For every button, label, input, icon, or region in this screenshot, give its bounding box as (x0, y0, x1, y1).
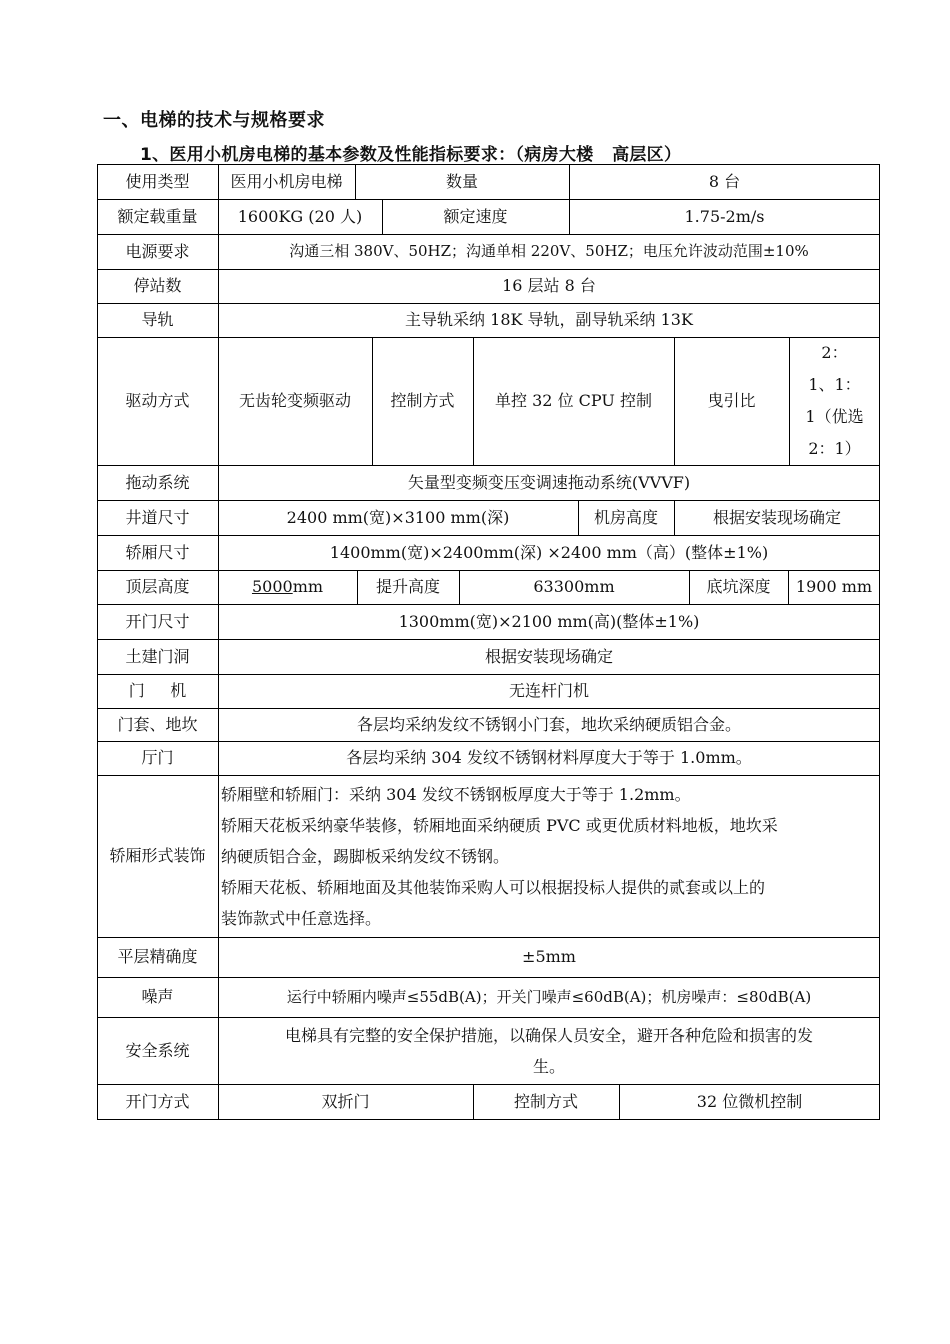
value-top-height (218, 570, 357, 604)
table-row (97, 1084, 880, 1120)
label-rail: 导轨 (141, 310, 174, 330)
top-height-unit: mm (292, 577, 324, 597)
value-pit-depth: 1900 mm (795, 577, 873, 597)
table-row (97, 199, 880, 234)
table-row (97, 269, 880, 303)
label-noise: 噪声 (141, 987, 174, 1007)
label-stops: 停站数 (133, 276, 182, 296)
car-decor-line: 轿厢壁和轿厢门：采纳 304 发纹不锈钢板厚度大于等于 1.2mm。 (221, 784, 691, 804)
table-row (97, 535, 880, 570)
label-lift-height: 提升高度 (375, 577, 440, 597)
label-hall-door: 厅门 (141, 748, 174, 768)
car-decor-line: 纳硬质铝合金，踢脚板采纳发纹不锈钢。 (221, 846, 510, 866)
section-heading: 一、电梯的技术与规格要求 (103, 110, 325, 131)
label-control: 控制方式 (390, 391, 455, 411)
label-control-mode: 控制方式 (513, 1092, 578, 1112)
label-safety: 安全系统 (125, 1040, 190, 1060)
traction-ratio-line: 1（优选 (805, 407, 864, 426)
value-door-mode: 双折门 (321, 1092, 370, 1112)
traction-ratio-line: 2： (821, 343, 848, 362)
table-row (97, 303, 880, 337)
value-door-machine: 无连杆门机 (508, 681, 589, 701)
table-row (97, 708, 880, 741)
table-row (97, 234, 880, 269)
table-row (97, 1017, 880, 1084)
car-decor-line: 装饰款式中任意选择。 (221, 908, 382, 928)
label-traction-system: 拖动系统 (125, 472, 190, 492)
label-usage-type: 使用类型 (125, 171, 190, 191)
label-machine-room-height: 机房高度 (593, 507, 658, 527)
value-traction-ratio (789, 337, 880, 465)
table-row (97, 337, 880, 465)
table-row (97, 977, 880, 1017)
subsection-heading: 1、医用小机房电梯的基本参数及性能指标要求：（病房大楼 高层区） (140, 145, 682, 165)
label-door-frame: 门套、地坎 (117, 714, 198, 734)
value-lift-height: 63300mm (533, 577, 615, 597)
label-pit-depth: 底坑深度 (706, 577, 771, 597)
value-drive: 无齿轮变频驱动 (238, 391, 351, 411)
label-rated-load: 额定载重量 (117, 206, 198, 226)
label-leveling: 平层精确度 (117, 947, 198, 967)
value-rated-speed: 1.75-2m/s (684, 206, 765, 226)
label-door-size: 开门尺寸 (125, 611, 190, 631)
table-row (97, 741, 880, 775)
value-stops: 16 层站 8 台 (502, 276, 596, 296)
label-car-decor: 轿厢形式装饰 (109, 846, 206, 866)
label-car-size: 轿厢尺寸 (125, 542, 190, 562)
label-traction-ratio: 曳引比 (707, 391, 756, 411)
label-quantity: 数量 (445, 171, 478, 191)
value-machine-room-height: 根据安装现场确定 (712, 507, 841, 527)
value-control-mode: 32 位微机控制 (696, 1092, 803, 1112)
value-control: 单控 32 位 CPU 控制 (495, 391, 652, 411)
label-door-machine: 门 机 (128, 681, 187, 701)
table-row (97, 570, 880, 604)
value-noise: 运行中轿厢内噪声≤55dB(A)；开关门噪声≤60dB(A)；机房噪声：≤80dB(A) (286, 987, 812, 1006)
label-power: 电源要求 (125, 241, 190, 261)
table-row (97, 639, 880, 674)
value-quantity: 8 台 (708, 171, 741, 191)
value-leveling: ±5mm (522, 947, 576, 967)
value-safety (218, 1017, 880, 1084)
value-door-size: 1300mm(宽)×2100 mm(高)(整体±1%) (398, 611, 700, 631)
value-shaft: 2400 mm(宽)×3100 mm(深) (286, 507, 510, 527)
label-civil-door: 土建门洞 (125, 646, 190, 666)
table-row (97, 674, 880, 708)
table-row (97, 775, 880, 937)
table-row (97, 604, 880, 639)
value-usage-type: 医用小机房电梯 (230, 171, 343, 191)
table-row (97, 465, 880, 500)
value-hall-door: 各层均采纳 304 发纹不锈钢材料厚度大于等于 1.0mm。 (346, 748, 752, 768)
car-decor-line: 轿厢天花板采纳豪华装修，轿厢地面采纳硬质 PVC 或更优质材料地板，地坎采 (221, 815, 778, 835)
value-civil-door: 根据安装现场确定 (484, 646, 613, 666)
label-top-height: 顶层高度 (125, 577, 190, 597)
safety-line: 生。 (532, 1056, 565, 1076)
value-car-decor (221, 775, 880, 937)
traction-ratio-line: 1、1： (808, 375, 861, 394)
value-door-frame: 各层均采纳发纹不锈钢小门套，地坎采纳硬质铝合金。 (356, 714, 741, 734)
table-row (97, 500, 880, 535)
value-rated-load: 1600KG (20 人) (237, 206, 363, 226)
label-shaft: 井道尺寸 (125, 507, 190, 527)
safety-line: 电梯具有完整的安全保护措施，以确保人员安全，避开各种危险和损害的发 (284, 1025, 813, 1045)
value-car-size: 1400mm(宽)×2400mm(深) ×2400 mm（高）(整体±1%) (329, 542, 769, 562)
label-door-mode: 开门方式 (125, 1092, 190, 1112)
table-row (97, 164, 880, 199)
car-decor-line: 轿厢天花板、轿厢地面及其他装饰采购人可以根据投标人提供的贰套或以上的 (221, 877, 766, 897)
top-height-number: 5000 (251, 577, 293, 597)
value-traction-system: 矢量型变频变压变调速拖动系统(VVVF) (407, 472, 691, 492)
traction-ratio-line: 2：1） (808, 439, 861, 458)
table-row (97, 937, 880, 977)
value-rail: 主导轨采纳 18K 导轨，副导轨采纳 13K (405, 310, 693, 330)
label-rated-speed: 额定速度 (443, 206, 508, 226)
label-drive: 驱动方式 (125, 391, 190, 411)
value-power: 沟通三相 380V、50HZ；沟通单相 220V、50HZ；电压允许波动范围±10% (289, 242, 809, 261)
